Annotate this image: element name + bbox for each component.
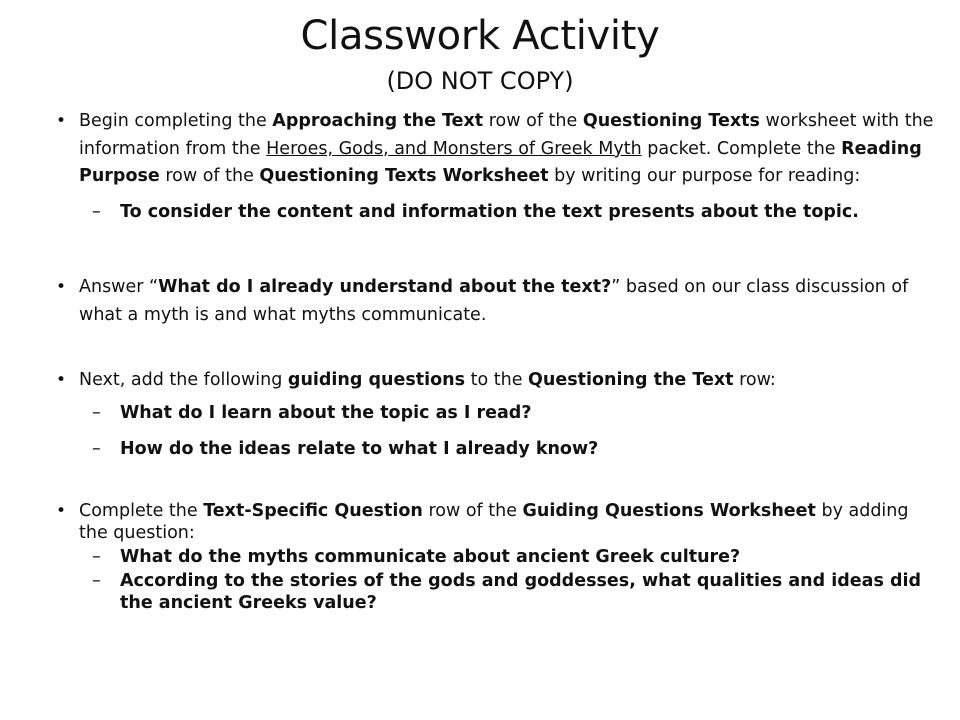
- sub-bullet-relate: [56, 436, 936, 464]
- bold-text: Reading Purpose: [79, 138, 922, 186]
- sub-bullet-greek-culture: [56, 546, 936, 568]
- text: Answer “: [79, 277, 159, 297]
- bullet-guiding-questions: [56, 367, 936, 395]
- bullet-approaching-text: [56, 108, 936, 191]
- sub-bullet-qualities: [56, 570, 936, 614]
- slide-subtitle: [0, 64, 960, 98]
- dash-marker: –: [92, 546, 101, 567]
- sub-bullet-learn: [56, 400, 936, 428]
- dash-marker: –: [92, 201, 101, 222]
- text: row of the: [422, 500, 523, 521]
- text: packet. Complete the: [641, 138, 842, 159]
- bold-text: What do I learn about the topic as I read?: [120, 402, 532, 423]
- text: row of the: [483, 111, 583, 131]
- bold-text: Text-Specific Question: [203, 500, 423, 521]
- dash-marker: –: [92, 570, 101, 591]
- bold-text: How do the ideas relate to what I already know?: [120, 439, 599, 459]
- text: by adding the question:: [79, 500, 909, 543]
- text: row:: [733, 370, 776, 390]
- dash-marker: –: [92, 402, 101, 423]
- text: worksheet with the information from the: [79, 111, 934, 159]
- bold-text: Questioning Texts: [582, 111, 760, 131]
- subtitle-text: (DO NOT COPY): [386, 67, 574, 95]
- text: ” based on our class discussion of what a myth is and what myths communicate.: [79, 277, 909, 325]
- bold-text: Approaching the Text: [272, 111, 484, 131]
- bold-text: To consider the content and information the text presents about the topic.: [120, 201, 859, 222]
- text: Begin completing the: [79, 111, 273, 131]
- underlined-title: Heroes, Gods, and Monsters of Greek Myth: [266, 138, 642, 159]
- slide-content: [56, 108, 936, 614]
- bullet-already-understand: [56, 274, 936, 329]
- bold-text: Questioning Texts Worksheet: [259, 166, 549, 186]
- text: Complete the: [79, 500, 204, 521]
- text: Next, add the following: [79, 370, 288, 390]
- bullet-text-specific: [56, 500, 936, 544]
- bold-text: What do I already understand about the text?: [158, 277, 612, 297]
- slide-title: Classwork Activity: [300, 13, 660, 59]
- bold-text: Questioning the Text: [528, 370, 734, 390]
- bold-text: According to the stories of the gods and goddesses, what qualities and ideas did the ancient Greeks value?: [120, 570, 922, 613]
- bold-text: What do the myths communicate about ancient Greek culture?: [120, 546, 741, 567]
- bold-text: Guiding Questions Worksheet: [522, 500, 816, 521]
- bold-text: guiding questions: [287, 370, 466, 390]
- text: by writing our purpose for reading:: [548, 166, 861, 186]
- sub-bullet-purpose: [56, 199, 936, 227]
- dash-marker: –: [92, 439, 101, 459]
- text: to the: [465, 370, 529, 390]
- text: row of the: [159, 166, 260, 186]
